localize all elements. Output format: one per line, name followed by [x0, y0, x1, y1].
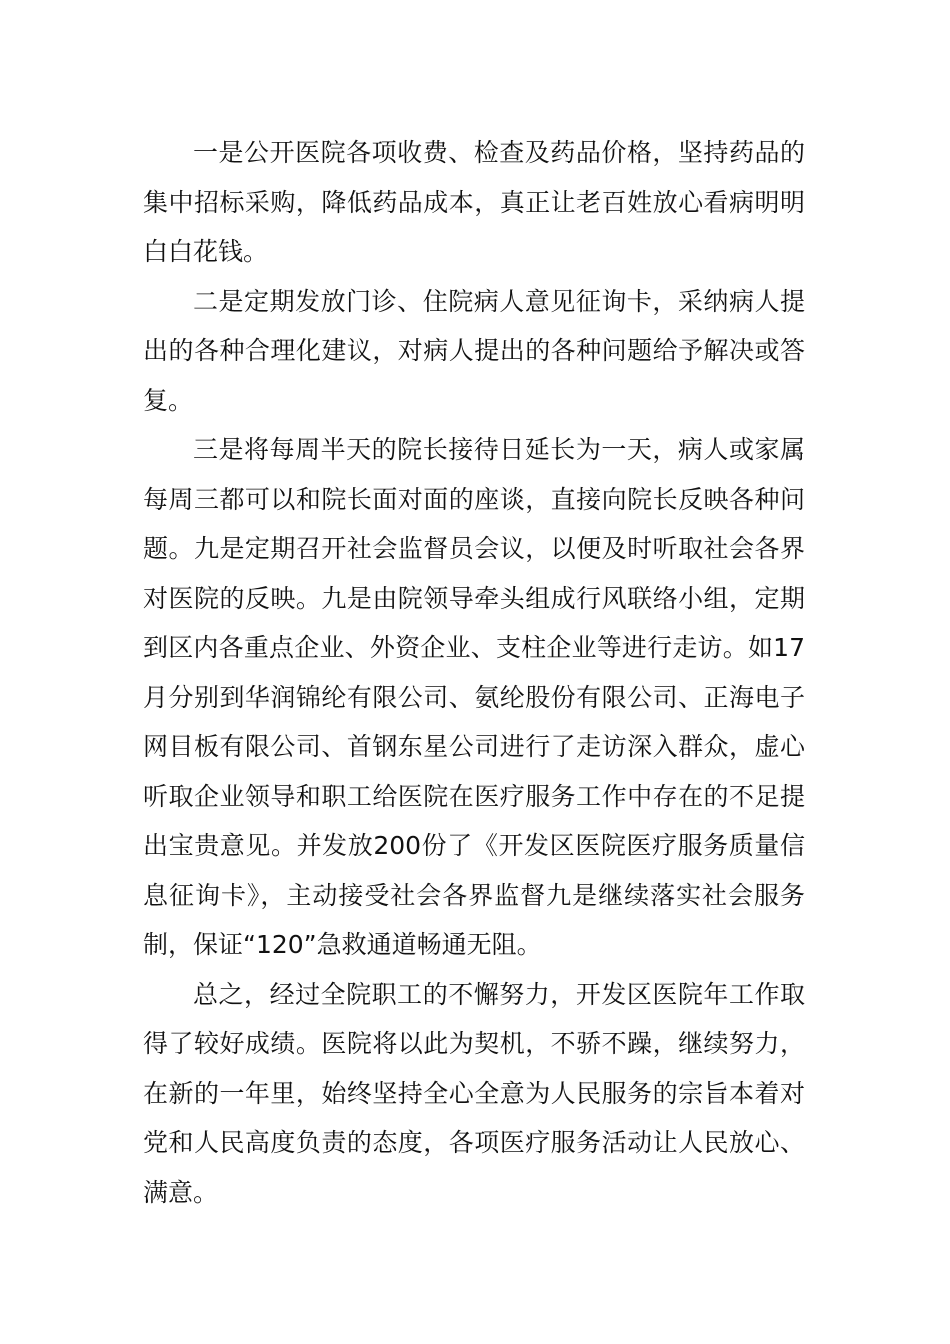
document-body — [143, 128, 805, 1217]
paragraph-3: 三是将每周半天的院长接待日延长为一天，病人或家属每周三都可以和院长面对面的座谈，直接向院长反映各种问题。九是定期召开社会监督员会议，以便及时听取社会各界对医院的反映。九是由院领导牵头组成行风联络小组，定期到区内各重点企业、外资企业、支柱企业等进行走访。如17月分别到华润锦纶有限公司、氨纶股份有限公司、正海电子网目板有限公司、首钢东星公司进行了走访深入群众，虚心听取企业领导和职工给医院在医疗服务工作中存在的不足提出宝贵意见。并发放200份了《开发区医院医疗服务质量信息征询卡》，主动接受社会各界监督九是继续落实社会服务制，保证“120”急救通道畅通无阻。 — [143, 435, 805, 959]
paragraph-1: 一是公开医院各项收费、检查及药品价格，坚持药品的集中招标采购，降低药品成本，真正让老百姓放心看病明明白白花钱。 — [143, 138, 805, 266]
paragraph-2: 二是定期发放门诊、住院病人意见征询卡，采纳病人提出的各种合理化建议，对病人提出的各种问题给予解决或答复。 — [143, 286, 805, 415]
paragraph-4: 总之，经过全院职工的不懈努力，开发区医院年工作取得了较好成绩。医院将以此为契机，不骄不躁，继续努力，在新的一年里，始终坚持全心全意为人民服务的宗旨本着对党和人民高度负责的态度，各项医疗服务活动让人民放心、满意。 — [143, 979, 805, 1207]
